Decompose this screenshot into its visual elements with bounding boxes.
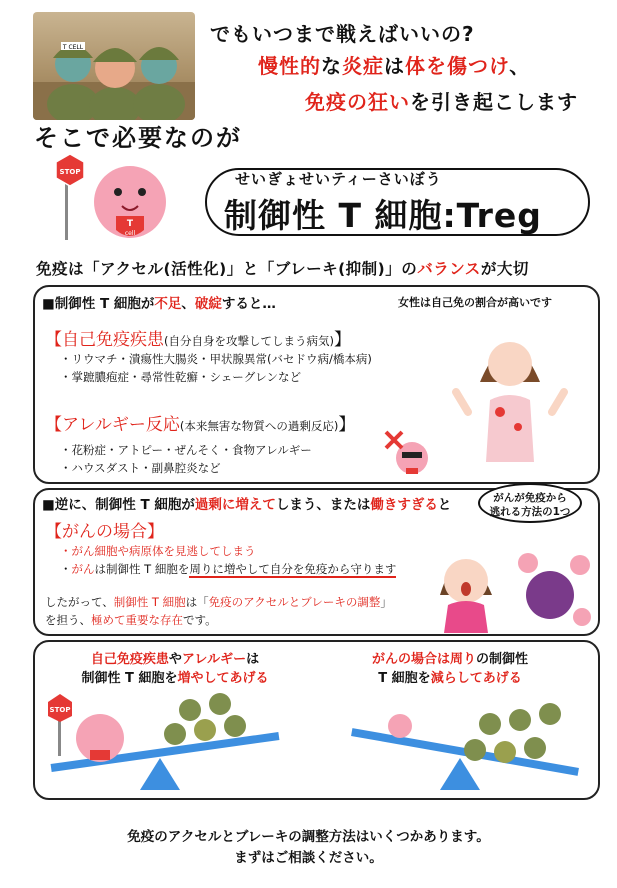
connector: は <box>246 652 260 667</box>
page-title: 制御性 T 細胞:Treg <box>224 196 542 235</box>
women-note: 女性は自己免の割合が高いです <box>398 296 552 309</box>
seesaw-stop-sign: STOP <box>49 706 71 714</box>
seesaw-left-illustration <box>40 690 290 795</box>
increase-word: 増やしてあげる <box>177 671 269 686</box>
allergy-title <box>45 410 355 435</box>
headline-immune-madness: 免疫の狂い <box>305 90 410 114</box>
treg-mascot <box>50 150 190 250</box>
section-intro: そこで必要なのが <box>34 124 242 152</box>
heading-text: ■逆に、制御性 T 細胞が <box>42 497 195 513</box>
allergy-label: 【アレルギー反応 <box>45 415 180 435</box>
treg-word: T 細胞を <box>378 671 431 686</box>
autoimmune-label: 【自己免疫疾患 <box>45 330 164 350</box>
list-item: ・掌蹠膿疱症・尋常性乾癬・シェーグレンなど <box>60 370 301 384</box>
item-text: は制御性 T 細胞を <box>94 562 190 576</box>
decrease-line-2 <box>330 669 570 688</box>
heading-shortage: 不足 <box>154 296 182 312</box>
mascot-label-t: T <box>126 219 134 229</box>
seesaw-right-illustration <box>340 690 590 795</box>
conclusion-role: 免疫のアクセルとブレーキの調整 <box>208 595 381 609</box>
conclusion-text: したがって、 <box>45 595 114 609</box>
autoimmune-word: 自己免疫疾患 <box>90 652 169 667</box>
treg-word: 制御性 T 細胞を <box>81 671 178 686</box>
connector: や <box>168 652 182 667</box>
conclusion-text: を担う、 <box>45 613 91 627</box>
decrease-word: 減らしてあげる <box>430 671 522 686</box>
cancer-item-1: ・がん細胞や病原体を見逃してしまう <box>60 544 256 558</box>
conclusion <box>45 593 392 629</box>
balance-statement <box>36 257 529 279</box>
headline-comma: 、 <box>509 54 531 78</box>
heading-excess: 過剰に増えて <box>194 497 276 513</box>
speech-bubble <box>478 483 582 523</box>
stop-sign-label: STOP <box>59 168 81 176</box>
excess-heading <box>42 493 451 513</box>
allergy-word: アレルギー <box>181 652 247 667</box>
cancer-illustration <box>432 525 597 633</box>
increase-line-2 <box>60 669 290 688</box>
headline-cause: を引き起こします <box>410 90 578 114</box>
heading-text-end: と <box>437 497 452 513</box>
bubble-line-2: 逃れる方法の1つ <box>489 506 571 518</box>
heading-breakdown: 破綻 <box>194 296 222 312</box>
balance-text-end: が大切 <box>480 260 529 278</box>
conclusion-important: 極めて重要な存在 <box>91 613 183 627</box>
heading-text: ■制御性 T 細胞が <box>42 296 155 312</box>
allergy-desc: (本来無害な物質への過剰反応) <box>179 419 339 433</box>
footer-line-2: まずはご相談ください。 <box>234 850 383 866</box>
autoimmune-list <box>60 350 372 386</box>
soldier-tag: T CELL <box>62 44 84 51</box>
self-protect-phrase: 自分を免疫から守ります <box>269 562 397 576</box>
deficiency-heading <box>42 292 276 312</box>
heading-comma: 、 <box>181 296 195 312</box>
headline-inflammation: 炎症 <box>342 54 384 78</box>
cancer-item-2 <box>60 560 396 578</box>
headline-chronic: 慢性的 <box>258 54 321 78</box>
heading-overwork: 働きすぎる <box>370 497 438 513</box>
mascot-label-cell: cell <box>124 230 136 237</box>
title-furigana: せいぎょせいティーさいぼう <box>235 170 442 188</box>
heading-text-end: すると… <box>221 296 276 312</box>
cancer-title: 【がんの場合】 <box>45 522 164 542</box>
allergy-close: 】 <box>338 415 356 435</box>
cancer-word: がん <box>71 562 95 576</box>
headline-line-2 <box>258 50 530 79</box>
bubble-line-1: がんが免疫から <box>493 492 567 504</box>
headline-line-1: でもいつまで戦えばいいの? <box>210 22 475 46</box>
conclusion-text: は「 <box>185 595 209 609</box>
headline-body-damage: 体を傷つけ <box>405 54 510 78</box>
increase-line-1 <box>60 650 290 669</box>
headline-particle: な <box>321 54 342 78</box>
conclusion-treg: 制御性 T 細胞 <box>113 595 186 609</box>
list-item: ・リウマチ・潰瘍性大腸炎・甲状腺異常(バセドウ病/橋本病) <box>60 352 372 366</box>
cancer-case-word: がんの場合は周り <box>371 652 476 667</box>
list-item: ・花粉症・アトピー・ぜんそく・食物アレルギー <box>60 443 312 457</box>
headline-line-3 <box>305 86 578 115</box>
conclusion-line-1 <box>45 593 392 611</box>
conclusion-line-2 <box>45 611 392 629</box>
autoimmune-close: 】 <box>333 330 351 350</box>
woman-illustration <box>450 312 570 462</box>
autoimmune-desc: (自分自身を攻撃してしまう病気) <box>164 334 334 348</box>
conclusion-text: 」 <box>380 595 392 609</box>
autoimmune-title <box>45 325 351 350</box>
footer-line-1: 免疫のアクセルとブレーキの調整方法はいくつかあります。 <box>127 829 490 845</box>
surround-phrase: 周りに増やして <box>189 562 270 576</box>
bullet-mark: ・ <box>60 562 72 576</box>
decrease-treg-text <box>330 650 570 688</box>
conclusion-text: です。 <box>183 613 217 627</box>
balance-keyword: バランス <box>417 260 481 278</box>
treg-word: の制御性 <box>476 652 529 667</box>
decrease-line-1 <box>330 650 570 669</box>
allergy-list <box>60 441 312 477</box>
increase-treg-text <box>60 650 290 688</box>
broken-mascot-icon <box>384 428 434 478</box>
balance-text: 免疫は「アクセル(活性化)」と「ブレーキ(抑制)」の <box>36 260 418 278</box>
list-item: ・ハウスダスト・副鼻腔炎など <box>60 461 221 475</box>
headline-particle: は <box>384 54 405 78</box>
soldiers-illustration <box>33 12 195 120</box>
heading-text: しまう、または <box>275 497 371 513</box>
